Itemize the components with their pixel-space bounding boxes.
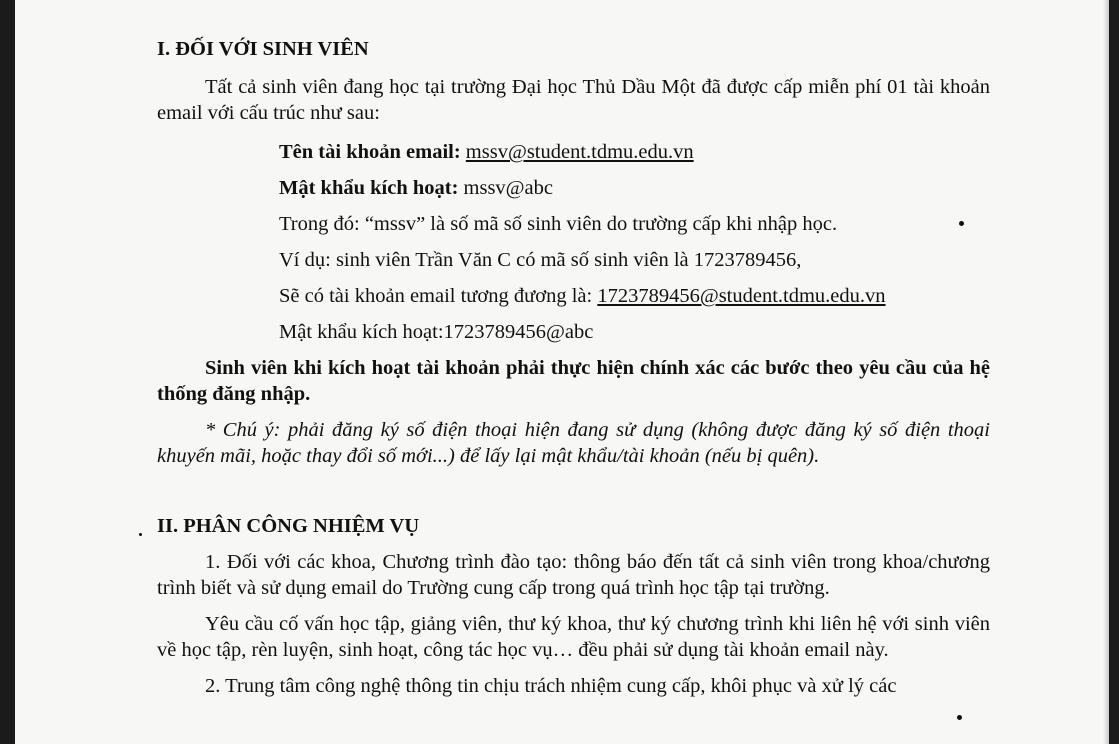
account-value: mssv@student.tdmu.edu.vn: [465, 141, 694, 163]
attention-note: * Chú ý: phải đăng ký số điện thoại hiện đang sử dụng (không được đăng ký số điện thoại khuyến mãi, hoặc thay đổi số mới...) để lấy lại mật khẩu/tài khoản (nếu bị quên).: [157, 419, 990, 467]
scan-speck: [139, 533, 142, 536]
account-label: Tên tài khoản email:: [279, 141, 461, 163]
equivalent-email-line: [279, 283, 990, 309]
equivalent-email: 1723789456@student.tdmu.edu.vn: [597, 285, 886, 307]
scan-speck: [957, 715, 962, 720]
activation-password-line: [279, 175, 990, 201]
account-name-line: [279, 139, 990, 165]
activation-note: Sinh viên khi kích hoạt tài khoản phải thực hiện chính xác các bước theo yêu cầu của hệ thống đăng nhập.: [157, 357, 990, 405]
requirement-paragraph: Yêu cầu cố vấn học tập, giảng viên, thư ký khoa, thư ký chương trình khi liên hệ với sinh viên về học tập, rèn luyện, sinh hoạt, công tác học vụ… đều phải sử dụng tài khoản email này.: [157, 613, 990, 661]
section-heading-students: I. ĐỐI VỚI SINH VIÊN: [157, 38, 369, 60]
example-line: Ví dụ: sinh viên Trần Văn C có mã số sinh viên là 1723789456,: [279, 249, 802, 271]
section-heading-assignment: II. PHÂN CÔNG NHIỆM VỤ: [157, 515, 420, 537]
equivalent-prefix: Sẽ có tài khoản email tương đương là:: [279, 285, 598, 307]
item-2-paragraph: 2. Trung tâm công nghệ thông tin chịu trách nhiệm cung cấp, khôi phục và xử lý các: [205, 675, 897, 697]
document-page: [15, 0, 1109, 744]
example-password-line: Mật khẩu kích hoạt:1723789456@abc: [279, 321, 594, 343]
password-value: mssv@abc: [463, 177, 554, 199]
where-line: Trong đó: “mssv” là số mã số sinh viên do trường cấp khi nhập học.: [279, 213, 838, 235]
item-1-paragraph: 1. Đối với các khoa, Chương trình đào tạo: thông báo đến tất cả sinh viên trong khoa/chương trình biết và sử dụng email do Trường cung cấp trong quá trình học tập tại trường.: [157, 551, 990, 599]
account-structure-block: [157, 139, 990, 345]
scan-speck: [959, 221, 964, 226]
intro-paragraph: Tất cả sinh viên đang học tại trường Đại học Thủ Dầu Một đã được cấp miễn phí 01 tài khoản email với cấu trúc như sau:: [157, 76, 990, 124]
document-body: [157, 36, 990, 699]
password-label: Mật khẩu kích hoạt:: [279, 177, 459, 199]
